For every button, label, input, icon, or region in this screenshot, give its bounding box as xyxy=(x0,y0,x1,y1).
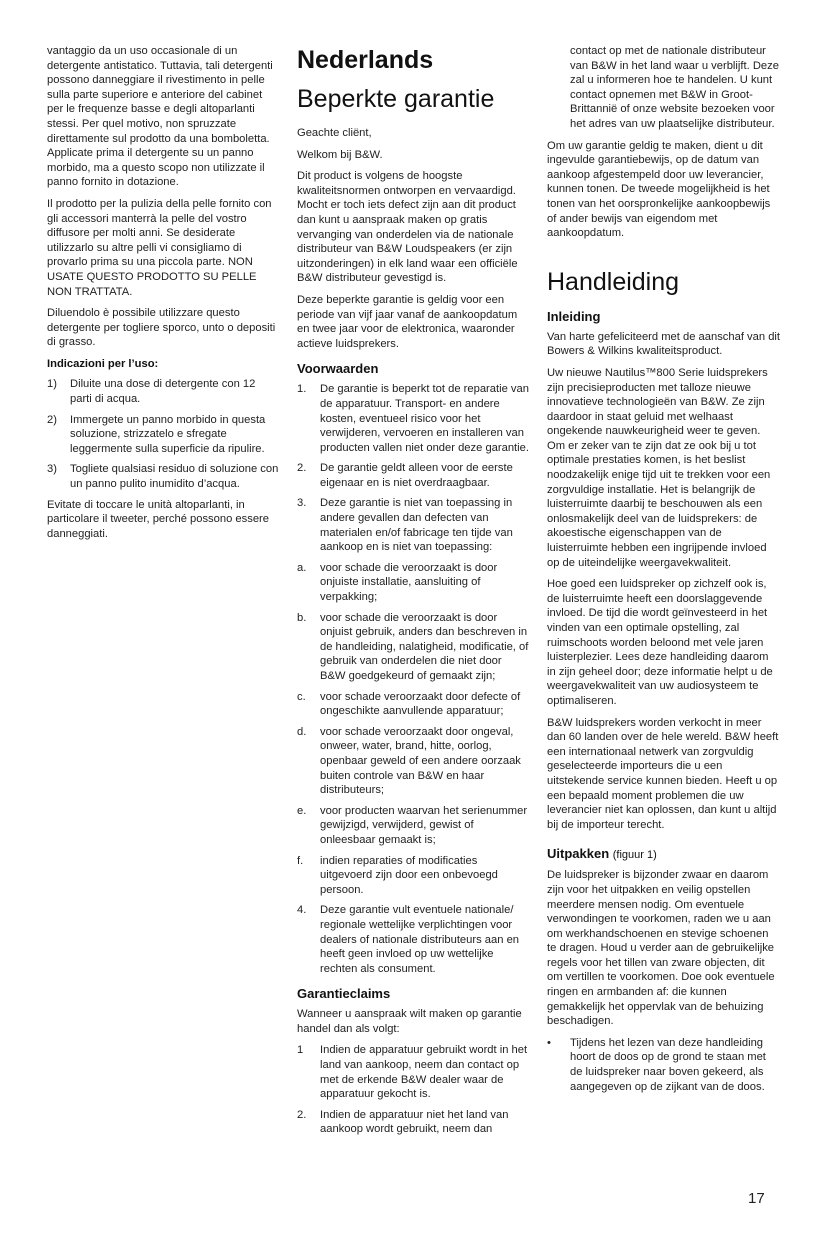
list-item-text: Deze garantie vult eventuele nationale/ regionale wettelijke verplichtingen voor dealers of nationale distributeurs aan en heeft geen invloed op uw wettelijke rechten als consument. xyxy=(320,904,520,975)
list-item xyxy=(297,690,529,719)
column-italian xyxy=(47,44,280,548)
list-item xyxy=(47,462,280,491)
list-item xyxy=(297,611,529,684)
list-item-marker: • xyxy=(547,1036,551,1049)
list-item-marker: 2) xyxy=(47,413,57,426)
unpack-heading xyxy=(547,846,780,863)
list-item-text: Deze garantie is niet van toepassing in andere gevallen dan defecten van materialen en/of fabricage ten tijde van aankoop en is niet van toepassing: xyxy=(320,497,513,554)
figure-reference: (figuur 1) xyxy=(612,849,657,862)
column-warranty xyxy=(297,44,529,1143)
language-heading: Nederlands xyxy=(297,46,434,74)
paragraph: Van harte gefeliciteerd met de aanschaf van dit Bowers & Wilkins kwaliteitsproduct. xyxy=(547,330,781,358)
list-item-text: Tijdens het lezen van deze handleiding hoort de doos op de grond te staan met de luidspreker naar boven gekeerd, als aangegeven op de zijkant van de doos. xyxy=(570,1036,766,1093)
paragraph: vantaggio da un uso occasionale di un detergente antistatico. Tuttavia, tali detergenti possono danneggiare il rivestimento in pelle sulla parte superiore e anteriore del cabinet per le frequenze basse e degli altoparlanti stessi. Per quel motivo, non spruzzate direttamente sul prodotto da una bomboletta. Applicate prima il detergente su un panno morbido, ma a questo scopo non utilizzate il panno fornito in dotazione. xyxy=(47,45,273,189)
paragraph: Il prodotto per la pulizia della pelle fornito con gli accessori manterrà la pelle del vostro diffusore per molti anni. Se desiderate utilizzarlo su altre pelli vi consigliamo di provarlo prima su una piccola parte. NON USATE QUESTO PRODOTTO SU PELLE NON TRATTATA. xyxy=(47,197,272,298)
paragraph: Wanneer u aanspraak wilt maken op garantie handel dan als volgt: xyxy=(297,1008,522,1035)
list-item-text: Diluite una dose di detergente con 12 parti di acqua. xyxy=(70,378,256,406)
paragraph: B&W luidsprekers worden verkocht in meer dan 60 landen over de hele wereld. B&W heeft een internationaal netwerk van zorgvuldig geselecteerde importeurs die u een uitstekende service kunnen bieden. Heeft u op een bepaald moment problemen die uw leverancier niet kan oplossen, dan kunt u altijd bij de importeur terecht. xyxy=(547,716,779,831)
list-item-text: Indien de apparatuur gebruikt wordt in het land van aankoop, neem dan contact op met de erkende B&W dealer waar de apparatuur gekocht is. xyxy=(320,1044,528,1101)
continued-text: contact op met de nationale distributeur van B&W in het land waar u verblijft. Deze zal u informeren hoe te handelen. U kunt contact opnemen met B&W in Groot-Brittannië of onze website bezoeken voor het adres van uw plaatselijke distributeur. xyxy=(570,45,779,130)
bullet-list xyxy=(547,1036,780,1094)
list-item xyxy=(47,413,280,457)
list-item-text: Immergete un panno morbido in questa soluzione, strizzatelo e sfregate leggermente sulla superficie da ripulire. xyxy=(70,413,266,455)
list-item-text: voor schade veroorzaakt door ongeval, onweer, water, brand, hitte, oorlog, openbaar geweld of een andere oorzaak buiten controle van B&W en haar distributeurs; xyxy=(320,725,521,797)
list-item-marker: c. xyxy=(297,690,306,703)
paragraph: Diluendolo è possibile utilizzare questo detergente per togliere sporco, unto o depositi di grasso. xyxy=(47,307,276,349)
list-item-marker: a. xyxy=(297,561,307,574)
column-manual xyxy=(547,44,780,1100)
paragraph: Om uw garantie geldig te maken, dient u dit ingevulde garantiebewijs, op de datum van aankoop afgestempeld door uw leverancier, kunnen tonen. De tweede mogelijkheid is het tonen van het oorspronkelijke aankoopbewijs of ander bewijs van eigendom met aankoopdatum. xyxy=(547,139,771,240)
page-number: 17 xyxy=(748,1190,765,1207)
list-item-marker: d. xyxy=(297,725,307,738)
list-item-text: Indien de apparatuur niet het land van aankoop wordt gebruikt, neem dan xyxy=(320,1108,509,1136)
claims-heading: Garantieclaims xyxy=(297,986,391,1002)
section-title: Beperkte garantie xyxy=(297,85,495,113)
list-item-marker: 1) xyxy=(47,378,57,391)
list-item-text: De garantie is beperkt tot de reparatie van de apparatuur. Transport- en andere kosten, eventueel risico voor het verwijderen, vervoeren en installeren van producten vallen niet onder deze garantie. xyxy=(320,383,529,454)
list-item-text: De garantie geldt alleen voor de eerste eigenaar en is niet overdraagbaar. xyxy=(320,462,513,489)
instructions-heading: Indicazioni per l’uso: xyxy=(47,357,159,370)
conditions-list xyxy=(297,382,529,976)
intro-heading: Inleiding xyxy=(547,308,601,324)
list-item-marker: 3) xyxy=(47,463,57,476)
list-item-text: voor producten waarvan het serienummer gewijzigd, verwijderd, gewist of onleesbaar gemaakt is; xyxy=(320,804,528,846)
list-item-marker: 2. xyxy=(297,462,307,475)
list-item xyxy=(297,461,529,490)
list-item-marker: 1 xyxy=(297,1044,304,1057)
paragraph: Uw nieuwe Nautilus™800 Serie luidsprekers zijn precisieproducten met talloze nieuwe innovatieve technologieën van B&W. Ze zijn daardoor in staat geluid met welhaast ongekende nauwkeurigheid weer te geven. Om er zeker van te zijn dat ze ook bij u tot optimale prestaties komen, is het beslist noodzakelijk enige tijd uit te trekken voor een zorgvuldige installatie. Het is belangrijk de luisterruimte daarbij te beschouwen als een onlosmakelijk deel van de luidsprekers: de akoestische eigenschappen van de luisterruimte hebben een ingrijpende invloed op de uiteindelijke weergavekwaliteit. xyxy=(547,366,771,569)
unpack-heading-text: Uitpakken xyxy=(547,846,610,862)
list-item-text: voor schade veroorzaakt door defecte of ongeschikte aanvullende apparatuur; xyxy=(320,690,521,718)
welcome-text: Welkom bij B&W. xyxy=(297,148,383,161)
list-item xyxy=(47,377,280,406)
list-item-text: voor schade die veroorzaakt is door onjuist gebruik, anders dan beschreven in de handleiding, nalatigheid, modificatie, of gebruik van onderdelen die niet door B&W goedgekeurd of gemaakt zijn; xyxy=(320,611,529,682)
list-item xyxy=(297,496,529,554)
instructions-list xyxy=(47,377,280,491)
greeting: Geachte cliënt, xyxy=(297,127,372,139)
list-item xyxy=(297,854,529,898)
list-item xyxy=(297,561,529,605)
list-item xyxy=(547,1036,780,1094)
list-item xyxy=(297,1043,529,1101)
list-item-text: voor schade die veroorzaakt is door onjuiste installatie, aansluiting of verpakking; xyxy=(320,561,498,604)
list-item-text: indien reparaties of modificaties uitgevoerd zijn door een onbevoegd persoon. xyxy=(320,854,498,896)
section-title: Handleiding xyxy=(547,267,680,296)
paragraph: Hoe goed een luidspreker op zichzelf ook is, de luisterruimte heeft een doorslaggevende invloed. De tijd die wordt geïnvesteerd in het vinden van een optimale opstelling, zal ruimschoots worden beloond met vele jaren luisterplezier. Lees deze handleiding daarom in zijn geheel door; deze informatie helpt u de weergavekwaliteit van uw audiosysteem te optimaliseren. xyxy=(547,578,773,707)
list-item-text: Togliete qualsiasi residuo di soluzione con un panno pulito inumidito d’acqua. xyxy=(70,463,279,491)
list-item xyxy=(297,1108,529,1137)
paragraph: Deze beperkte garantie is geldig voor een periode van vijf jaar vanaf de aankoopdatum en twee jaar voor de elektronica, waaronder actieve luidsprekers. xyxy=(297,293,518,350)
list-item xyxy=(297,804,529,848)
list-item-marker: b. xyxy=(297,611,307,624)
claims-list xyxy=(297,1043,529,1137)
list-item-marker: f. xyxy=(297,854,304,867)
list-item-marker: 4. xyxy=(297,904,307,917)
paragraph: Dit product is volgens de hoogste kwaliteitsnormen ontworpen en vervaardigd. Mocht er toch iets defect zijn aan dit product dan kunt u aanspraak maken op gratis vervanging van onderdelen via de nationale distributeur van B&W Loudspeakers (er zijn uitzonderingen) in elk land waar een officiële B&W distributeur gevestigd is. xyxy=(297,170,518,285)
paragraph: De luidspreker is bijzonder zwaar en daarom zijn voor het uitpakken en veilig opstellen meerdere mensen nodig. Om eventuele verwondingen te voorkomen, raden we u aan om werkhandschoenen en stevige schoenen te dragen. Houd u verder aan de gebruikelijke regels voor het tillen van zware objecten, dit om vertillen te voorkomen. Doe ook eventuele ringen en armbanden af: die kunnen gemakkelijk het oppervlak van de behuizing beschadigen. xyxy=(547,869,775,1028)
list-item-marker: 3. xyxy=(297,497,307,510)
list-item-marker: 1. xyxy=(297,383,307,396)
list-item-marker: 2. xyxy=(297,1108,307,1121)
paragraph: Evitate di toccare le unità altoparlanti, in particolare il tweeter, perché possono essere danneggiati. xyxy=(47,498,270,540)
list-item xyxy=(297,382,529,455)
conditions-heading: Voorwaarden xyxy=(297,361,379,377)
list-item xyxy=(297,903,529,976)
list-item xyxy=(297,725,529,798)
list-item-marker: e. xyxy=(297,804,307,817)
